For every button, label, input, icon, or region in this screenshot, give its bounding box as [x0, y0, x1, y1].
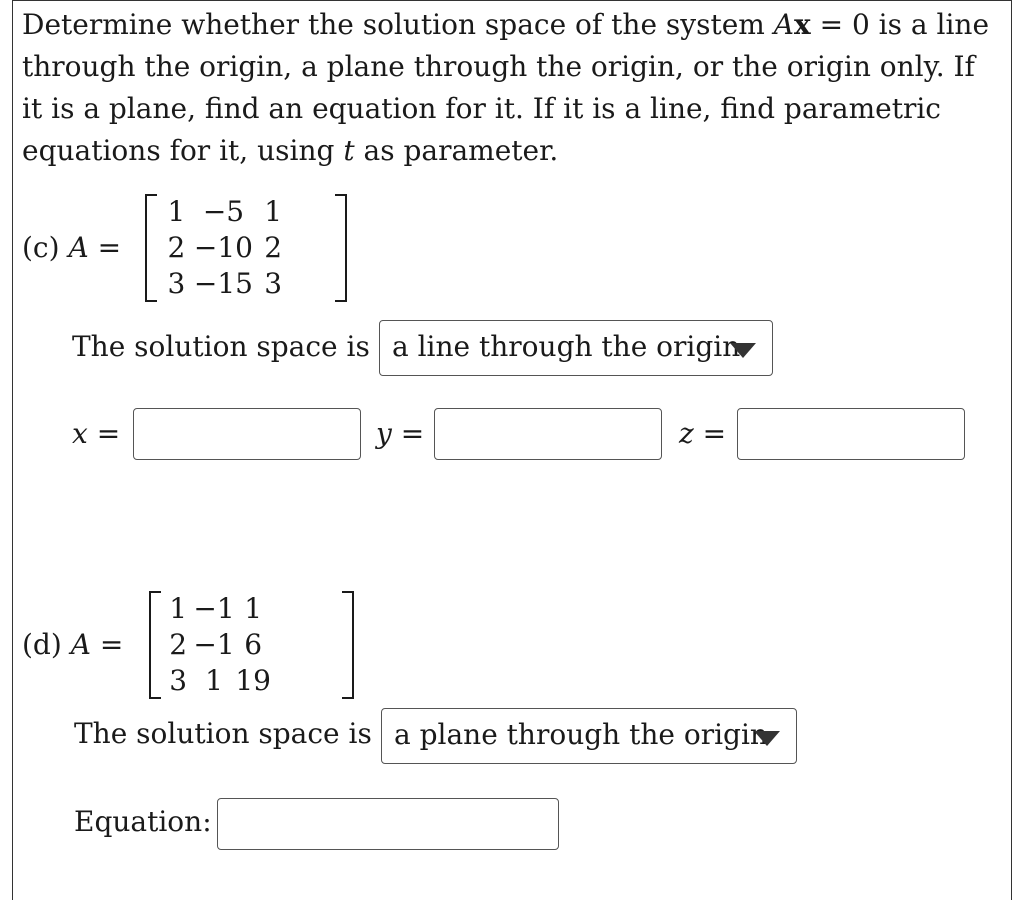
matrix-right-bracket — [335, 194, 347, 302]
matrix-cell: 1 — [169, 592, 188, 625]
matrix-cell: 3 — [167, 267, 186, 300]
dropdown-selected-value: a plane through the origin — [394, 718, 768, 751]
part-c-label — [22, 232, 121, 264]
caret-down-icon — [754, 731, 780, 746]
matrix-cell: −5 — [202, 195, 245, 228]
y-equals: = — [400, 417, 425, 450]
matrix-cell: −10 — [193, 231, 253, 264]
matrix-right-bracket — [342, 591, 354, 699]
y-label — [376, 418, 424, 450]
dropdown-selected-value: a line through the origin — [392, 330, 741, 363]
matrix-cell: 2 — [169, 628, 188, 661]
z-equals: = — [702, 417, 727, 450]
x-label — [72, 418, 120, 450]
problem-statement — [22, 4, 997, 172]
matrix-cell: 1 — [167, 195, 186, 228]
part-d-letter: (d) — [22, 628, 62, 661]
matrix-cell: 3 — [264, 267, 283, 300]
x-variable: x — [72, 417, 88, 450]
part-d-A: A — [70, 628, 91, 661]
part-c-A: A — [68, 231, 89, 264]
part-c-matrix — [145, 194, 347, 302]
caret-down-icon — [730, 343, 756, 358]
matrix-cell: 1 — [264, 195, 283, 228]
intro-text-3: as parameter. — [354, 134, 559, 167]
x-input[interactable] — [133, 408, 361, 460]
matrix-cell: 2 — [264, 231, 283, 264]
matrix-cell: −1 — [193, 592, 235, 625]
intro-text-1: Determine whether the solution space of the system — [22, 8, 774, 41]
x-equals: = — [96, 417, 121, 450]
equation-label: Equation: — [74, 805, 212, 838]
z-label — [679, 418, 726, 450]
matrix-cell: 6 — [244, 628, 263, 661]
z-variable: z — [679, 417, 694, 450]
part-c-sentence: The solution space is — [72, 330, 370, 363]
matrix-left-bracket — [145, 194, 157, 302]
matrix-cell: 1 — [244, 592, 263, 625]
part-d-sentence: The solution space is — [74, 717, 372, 750]
part-d-matrix — [149, 591, 354, 699]
equation-input[interactable] — [217, 798, 559, 850]
matrix-cell: 19 — [235, 664, 271, 697]
part-c-solution-dropdown[interactable] — [379, 320, 773, 376]
y-variable: y — [376, 417, 392, 450]
matrix-cell: −1 — [193, 628, 235, 661]
z-input[interactable] — [737, 408, 965, 460]
intro-param-t: t — [343, 134, 355, 167]
matrix-left-bracket — [149, 591, 161, 699]
part-c-equals: = — [97, 231, 122, 264]
part-c-letter: (c) — [22, 231, 60, 264]
intro-matrix-A: A — [773, 8, 794, 41]
intro-vector-x: x — [794, 8, 811, 41]
part-d-equals: = — [99, 628, 124, 661]
matrix-cell: 2 — [167, 231, 186, 264]
matrix-cell: −15 — [193, 267, 253, 300]
intro-text-2: = 0 is a line through the origin, a plane through the origin, or the origin only. If it is a plane, find an equation for it. If it is a line, find parametric equations for it, using — [22, 8, 990, 167]
matrix-cell: 3 — [169, 664, 188, 697]
matrix-cell: 1 — [205, 664, 223, 697]
y-input[interactable] — [434, 408, 662, 460]
part-d-label — [22, 629, 123, 661]
part-d-solution-dropdown[interactable] — [381, 708, 797, 764]
